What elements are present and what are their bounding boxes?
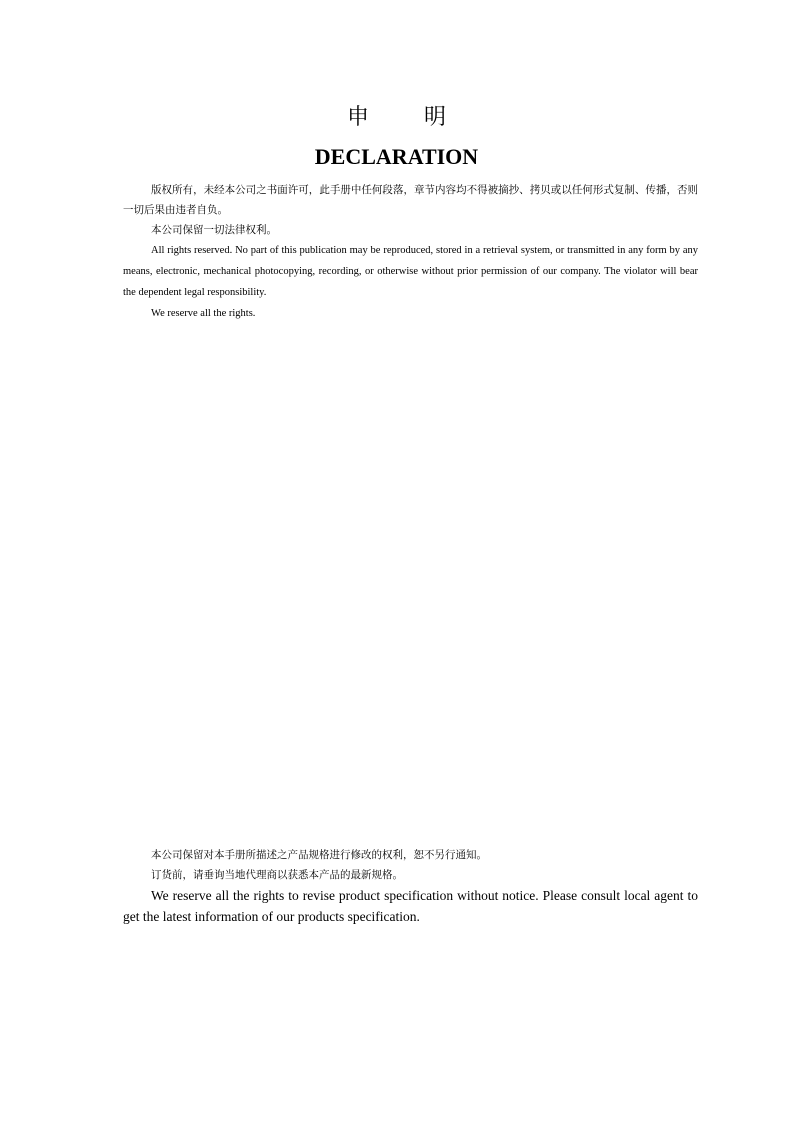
copyright-paragraph-english: All rights reserved. No part of this publication may be reproduced, stored in a retrieval system, or transmitted in any form by any means, electronic, mechanical photocopying, recording, or otherwise without prior permission of our company. The violator will bear the dependent legal responsibility. — [123, 245, 698, 298]
page-title-chinese: 申 明 — [347, 105, 470, 130]
spec-revision-english: We reserve all the rights to revise product specification without notice. Please consult local agent to get the latest information of our products specification. — [123, 888, 698, 924]
copyright-notice-section — [123, 180, 698, 324]
rights-reserved-chinese: 本公司保留一切法律权利。 — [151, 224, 277, 236]
spec-revision-chinese: 本公司保留对本手册所描述之产品规格进行修改的权利，恕不另行通知。 — [151, 849, 487, 861]
consult-agent-chinese: 订货前，请垂询当地代理商以获悉本产品的最新规格。 — [151, 869, 403, 881]
specification-notice-section — [123, 845, 698, 927]
copyright-paragraph-chinese: 版权所有，未经本公司之书面许可，此手册中任何段落，章节内容均不得被摘抄、拷贝或以任何形式复制、传播，否则一切后果由违者自负。 — [123, 184, 698, 216]
rights-reserved-english: We reserve all the rights. — [151, 308, 256, 319]
page-title-english: DECLARATION — [314, 144, 479, 169]
